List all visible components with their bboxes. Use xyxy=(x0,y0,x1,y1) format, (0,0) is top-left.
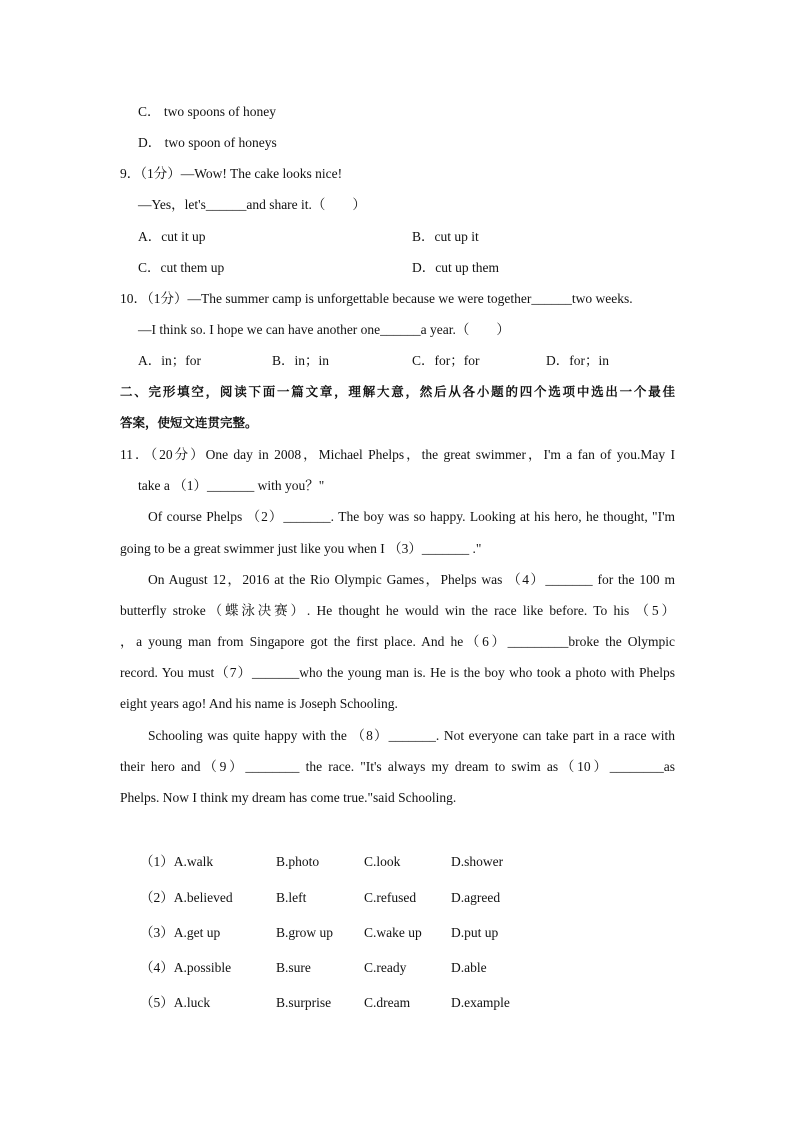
q9-option-a: A．cut it up xyxy=(138,229,206,244)
choice-4-c: C.ready xyxy=(364,960,407,975)
q10-option-c: C．for；for xyxy=(412,353,480,368)
choice-3-c: C.wake up xyxy=(364,925,422,940)
q9-option-c: C．cut them up xyxy=(138,260,225,275)
choice-1-d: D.shower xyxy=(451,854,504,869)
q10-option-b: B．in；in xyxy=(272,353,330,368)
choice-5-c: C.dream xyxy=(364,995,411,1010)
q11-line-6: butterfly stroke（蝶泳决赛）. He thought he would win the race like before. To his （5） xyxy=(120,603,675,618)
q11-line-3: Of course Phelps （2）_______. The boy was so happy. Looking at his hero, he thought, "I'm xyxy=(148,509,675,524)
choice-3-d: D.put up xyxy=(451,925,499,940)
choice-2-d: D.agreed xyxy=(451,890,501,905)
q8-option-d: D． two spoon of honeys xyxy=(138,135,277,150)
q11-line-11: their hero and（9）________ the race. "It's always my dream to swim as（10）________as xyxy=(120,759,675,774)
choice-5-a: （5）A.luck xyxy=(140,995,211,1010)
q11-line-1: 11．（20分）One day in 2008，Michael Phelps，the great swimmer，I'm a fan of you.May I xyxy=(120,447,675,462)
q8-option-c: C． two spoons of honey xyxy=(138,104,276,119)
section2-heading-line1: 二、完形填空，阅读下面一篇文章，理解大意，然后从各小题的四个选项中选出一个最佳 xyxy=(120,384,675,399)
q9-option-b: B．cut up it xyxy=(412,229,479,244)
q10-reply: —I think so. I hope we can have another one______a year.（ ） xyxy=(138,322,510,337)
choice-3-b: B.grow up xyxy=(276,925,333,940)
choice-4-b: B.sure xyxy=(276,960,311,975)
choice-2-b: B.left xyxy=(276,890,307,905)
q9-option-d: D．cut up them xyxy=(412,260,499,275)
choice-2-c: C.refused xyxy=(364,890,417,905)
q9-reply: —Yes，let's______and share it.（ ） xyxy=(138,197,366,212)
choice-1-c: C.look xyxy=(364,854,401,869)
choice-1-b: B.photo xyxy=(276,854,320,869)
choice-4-d: D.able xyxy=(451,960,487,975)
q11-line-2: take a （1）_______ with you？" xyxy=(138,478,325,493)
q11-line-7: ，a young man from Singapore got the first place. And he（6）_________broke the Olympic xyxy=(120,634,675,649)
choice-5-d: D.example xyxy=(451,995,510,1010)
choice-3-a: （3）A.get up xyxy=(140,925,221,940)
q10-option-a: A．in；for xyxy=(138,353,201,368)
choice-1-a: （1）A.walk xyxy=(140,854,214,869)
section2-heading-line2: 答案，使短文连贯完整。 xyxy=(120,415,258,430)
q9-stem: 9．（1分）—Wow! The cake looks nice! xyxy=(120,166,343,181)
choice-5-b: B.surprise xyxy=(276,995,332,1010)
q11-line-12: Phelps. Now I think my dream has come true."said Schooling. xyxy=(120,790,457,805)
q10-stem: 10．（1分）—The summer camp is unforgettable because we were together______two weeks. xyxy=(120,291,633,306)
choice-4-a: （4）A.possible xyxy=(140,960,232,975)
q11-line-8: record. You must（7）_______who the young man is. He is the boy who took a photo with Phelps xyxy=(120,665,675,680)
choice-2-a: （2）A.believed xyxy=(140,890,233,905)
q11-line-10: Schooling was quite happy with the （8）_______. Not everyone can take part in a race with xyxy=(148,728,675,743)
q11-line-5: On August 12，2016 at the Rio Olympic Games，Phelps was （4）_______ for the 100 m xyxy=(148,572,675,587)
q10-option-d: D．for；in xyxy=(546,353,609,368)
q11-line-9: eight years ago! And his name is Joseph Schooling. xyxy=(120,696,398,711)
q11-line-4: going to be a great swimmer just like you when I （3）_______ ." xyxy=(120,541,482,556)
